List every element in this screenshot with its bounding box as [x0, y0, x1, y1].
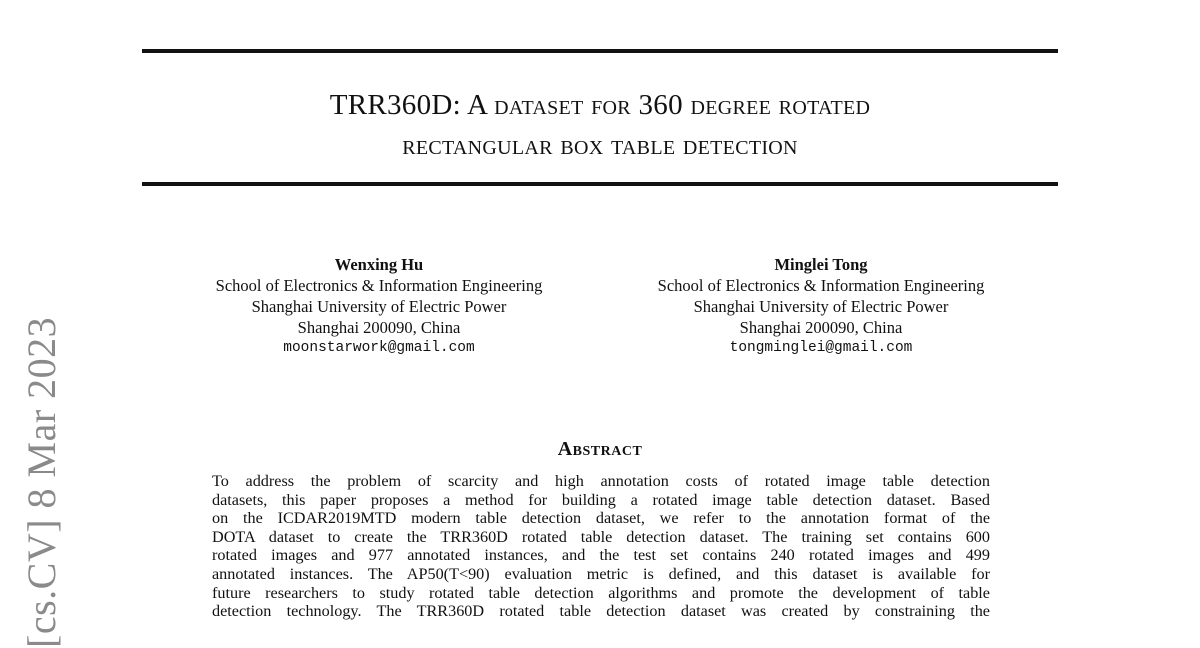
- author-affiliation-school: School of Electronics & Information Engineering: [657, 276, 985, 295]
- author-affiliation-university: Shanghai University of Electric Power: [693, 297, 949, 316]
- title-line-1: [142, 85, 1058, 125]
- abstract-line: on the ICDAR2019MTD modern table detection dataset, we refer to the annotation format of the: [212, 509, 990, 528]
- paper-title: [142, 85, 1058, 165]
- author-affiliation-university: Shanghai University of Electric Power: [251, 297, 507, 316]
- author-block-1: [169, 254, 589, 359]
- author-name: Minglei Tong: [774, 255, 868, 274]
- abstract-line: To address the problem of scarcity and high annotation costs of rotated image table detection: [212, 472, 990, 490]
- arxiv-side-stamp: [cs.CV] 8 Mar 2023: [19, 316, 64, 648]
- title-lead: TRR360D: A: [329, 89, 487, 121]
- title-top-rule: [142, 49, 1058, 53]
- title-smallcaps-2: degree rotated: [690, 89, 871, 121]
- author-affiliation-school: School of Electronics & Information Engineering: [215, 276, 543, 295]
- title-bottom-rule: [142, 182, 1058, 186]
- title-smallcaps-3: rectangular box table detection: [402, 129, 798, 161]
- abstract-line: rotated images and 977 annotated instances, and the test set contains 240 rotated images and 499: [212, 546, 990, 565]
- title-smallcaps-1: dataset for: [494, 89, 631, 121]
- author-email[interactable]: tongminglei@gmail.com: [729, 340, 913, 356]
- title-line-2: [142, 125, 1058, 165]
- abstract-body: [212, 472, 990, 621]
- title-number: 360: [638, 89, 683, 121]
- abstract-heading: Abstract: [557, 438, 643, 460]
- author-affiliation-city: Shanghai 200090, China: [297, 318, 461, 337]
- abstract-line: datasets, this paper proposes a method for building a rotated image table detection dataset. Based: [212, 490, 990, 509]
- author-email[interactable]: moonstarwork@gmail.com: [283, 340, 475, 356]
- abstract-line: annotated instances. The AP50(T<90) evaluation metric is defined, and this dataset is available for: [212, 564, 990, 583]
- abstract-line: future researchers to study rotated table detection algorithms and promote the development of table: [212, 583, 990, 602]
- abstract-line: detection technology. The TRR360D rotated table detection dataset was created by constraining the: [212, 602, 990, 621]
- abstract-line: DOTA dataset to create the TRR360D rotated table detection dataset. The training set contains 600: [212, 527, 990, 546]
- author-affiliation-city: Shanghai 200090, China: [739, 318, 903, 337]
- author-block-2: [611, 254, 1031, 359]
- author-name: Wenxing Hu: [334, 255, 424, 274]
